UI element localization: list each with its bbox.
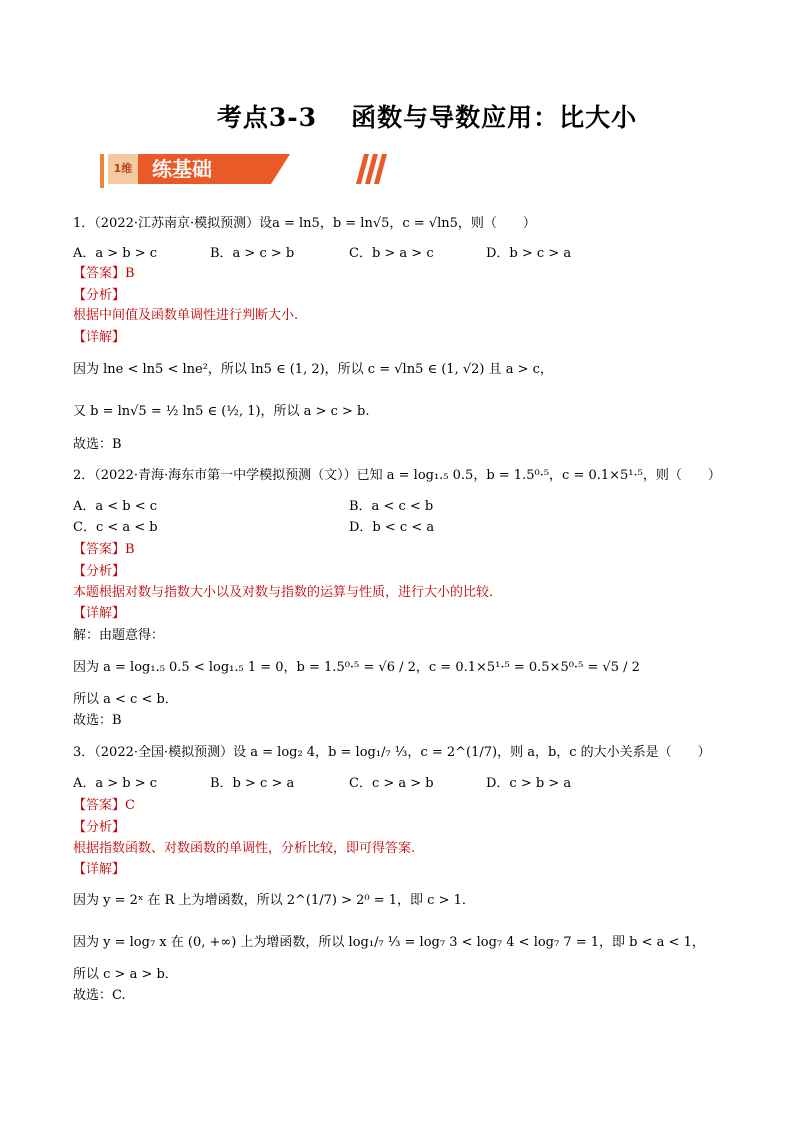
q3-analysis-label: 【分析】 <box>73 820 126 835</box>
q2-answer: 【答案】B <box>73 542 135 557</box>
question-1-stem: 1．（2022·江苏南京·模拟预测）设a = ln5，b = ln√5，c = √ln5，则（ ） <box>73 216 536 231</box>
q1-detail-label: 【详解】 <box>73 330 126 345</box>
q2-option-a: A．a < b < c <box>73 499 158 514</box>
q2-option-c: C．c < a < b <box>73 520 158 535</box>
section-title: 练基础 <box>152 157 212 181</box>
q2-detail-1: 因为 a = log₁.₅ 0.5 < log₁.₅ 1 = 0，b = 1.5⁰·⁵ = √6 / 2，c = 0.1×5¹·⁵ = 0.5×5⁰·⁵ = √5 / 2 <box>73 660 640 675</box>
q2-option-d: D．b < c < a <box>349 520 435 535</box>
q2-analysis-label: 【分析】 <box>73 564 126 579</box>
title-topic: 函数与导数应用：比大小 <box>351 103 638 132</box>
q3-analysis: 根据指数函数、对数函数的单调性，分析比较，即可得答案. <box>73 841 416 856</box>
q2-detail-label: 【详解】 <box>73 606 126 621</box>
q3-option-c: C．c > a > b <box>349 776 434 791</box>
question-2-stem: 2．（2022·青海·海东市第一中学模拟预测（文））已知 a = log₁.₅ 0.5，b = 1.5⁰·⁵，c = 0.1×5¹·⁵，则（ ） <box>73 468 721 483</box>
question-3-stem: 3．（2022·全国·模拟预测）设 a = log₂ 4，b = log₁/₇ ⅓，c = 2^(1/7)，则 a，b，c 的大小关系是（ ） <box>73 745 711 760</box>
q2-detail-0: 解：由题意得： <box>73 628 165 643</box>
q1-option-a: A．a > b > c <box>73 246 158 261</box>
banner-accent-bar <box>100 154 104 188</box>
section-banner <box>100 150 290 190</box>
level-tag: 1维 <box>108 154 138 184</box>
q3-detail-1: 因为 y = 2ˣ 在 R 上为增函数，所以 2^(1/7) > 2⁰ = 1，即 c > 1． <box>73 893 475 908</box>
q3-option-d: D．c > b > a <box>486 776 572 791</box>
q1-option-d: D．b > c > a <box>486 246 572 261</box>
q1-option-c: C．b > a > c <box>349 246 434 261</box>
q1-choice: 故选：B <box>73 437 122 452</box>
title-code: 考点3-3 <box>216 103 318 132</box>
q3-detail-3: 所以 c > a > b． <box>73 967 178 982</box>
q2-choice: 故选：B <box>73 713 122 728</box>
q3-option-a: A．a > b > c <box>73 776 158 791</box>
q1-analysis: 根据中间值及函数单调性进行判断大小. <box>73 308 299 323</box>
q3-option-b: B．b > c > a <box>210 776 295 791</box>
q1-detail-2: 又 b = ln√5 = ½ ln5 ∈ (½, 1)，所以 a > c > b. <box>73 404 370 419</box>
q1-answer: 【答案】B <box>73 266 135 281</box>
q3-choice: 故选：C. <box>73 988 126 1003</box>
q3-detail-label: 【详解】 <box>73 862 126 877</box>
q1-option-b: B．a > c > b <box>210 246 295 261</box>
q1-detail-1: 因为 lne < ln5 < lne²，所以 ln5 ∈ (1, 2)，所以 c = √ln5 ∈ (1, √2) 且 a > c， <box>73 362 553 377</box>
q3-detail-2: 因为 y = log₇ x 在 (0, +∞) 上为增函数，所以 log₁/₇ ⅓ = log₇ 3 < log₇ 4 < log₇ 7 = 1，即 b < a < 1， <box>73 935 705 950</box>
q2-option-b: B．a < c < b <box>349 499 434 514</box>
q3-answer: 【答案】C <box>73 798 135 813</box>
page-title <box>0 98 794 134</box>
q2-detail-2: 所以 a < c < b． <box>73 692 178 707</box>
q2-analysis: 本题根据对数与指数大小以及对数与指数的运算与性质，进行大小的比较． <box>73 585 503 600</box>
q1-analysis-label: 【分析】 <box>73 288 126 303</box>
stripes-decoration <box>356 154 388 184</box>
